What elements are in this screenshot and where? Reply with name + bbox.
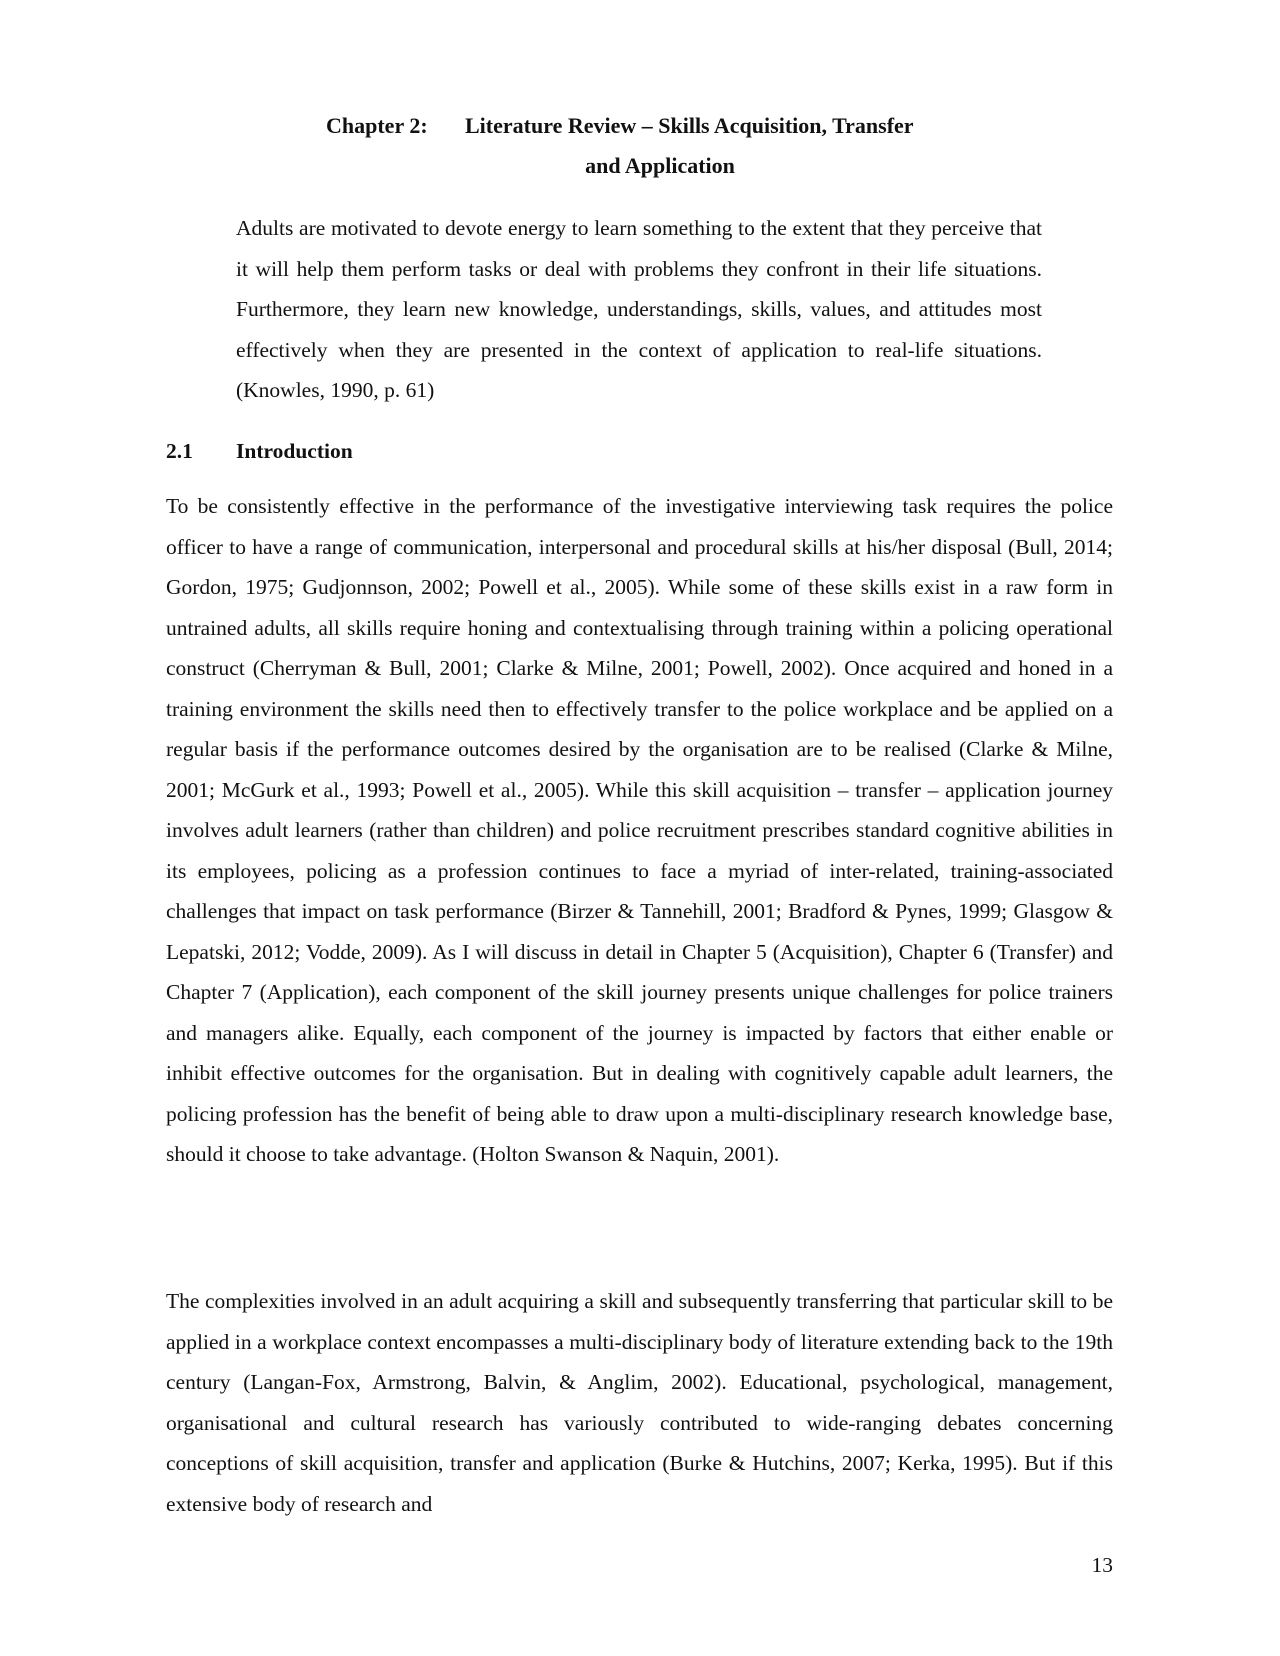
section-heading bbox=[166, 436, 353, 466]
page-number: 13 bbox=[1091, 1553, 1113, 1577]
section-title: Introduction bbox=[236, 439, 353, 463]
body-paragraph-2: The complexities involved in an adult acquiring a skill and subsequently transferring that particular skill to be applied in a workplace context encompasses a multi-disciplinary body of literature extending back to the 19th century (Langan-Fox, Armstrong, Balvin, & Anglim, 2002). Educational, psychological, management, organisational and cultural research has variously contributed to wide-ranging debates concerning conceptions of skill acquisition, transfer and application (Burke & Hutchins, 2007; Kerka, 1995). But if this extensive body of research and bbox=[166, 1289, 1113, 1516]
epigraph-quote: Adults are motivated to devote energy to learn something to the extent that they perceive that it will help them perform tasks or deal with problems they confront in their life situations. Furthermore, they learn new knowledge, understandings, skills, values, and attitudes most effectively when they are presented in the context of application to real-life situations. (Knowles, 1990, p. 61) bbox=[236, 216, 1042, 402]
chapter-title-line2: and Application bbox=[585, 153, 735, 178]
chapter-title-line1: Literature Review – Skills Acquisition, Transfer bbox=[465, 113, 914, 138]
body-paragraph-1: To be consistently effective in the performance of the investigative interviewing task requires the police officer to have a range of communication, interpersonal and procedural skills at his/her disposal (Bull, 2014; Gordon, 1975; Gudjonnson, 2002; Powell et al., 2005). While some of these skills exist in a raw form in untrained adults, all skills require honing and contextualising through training within a policing operational construct (Cherryman & Bull, 2001; Clarke & Milne, 2001; Powell, 2002). Once acquired and honed in a training environment the skills need then to effectively transfer to the police workplace and be applied on a regular basis if the performance outcomes desired by the organisation are to be realised (Clarke & Milne, 2001; McGurk et al., 1993; Powell et al., 2005). While this skill acquisition – transfer – application journey involves adult learners (rather than children) and police recruitment prescribes standard cognitive abilities in its employees, policing as a profession continues to face a myriad of inter-related, training-associated challenges that impact on task performance (Birzer & Tannehill, 2001; Bradford & Pynes, 1999; Glasgow & Lepatski, 2012; Vodde, 2009). As I will discuss in detail in Chapter 5 (Acquisition), Chapter 6 (Transfer) and Chapter 7 (Application), each component of the skill journey presents unique challenges for police trainers and managers alike. Equally, each component of the journey is impacted by factors that either enable or inhibit effective outcomes for the organisation. But in dealing with cognitively capable adult learners, the policing profession has the benefit of being able to draw upon a multi-disciplinary research knowledge base, should it choose to take advantage. (Holton Swanson & Naquin, 2001). bbox=[166, 494, 1113, 1166]
chapter-heading bbox=[0, 106, 1280, 186]
section-number: 2.1 bbox=[166, 439, 193, 463]
chapter-label: Chapter 2: bbox=[326, 113, 428, 138]
